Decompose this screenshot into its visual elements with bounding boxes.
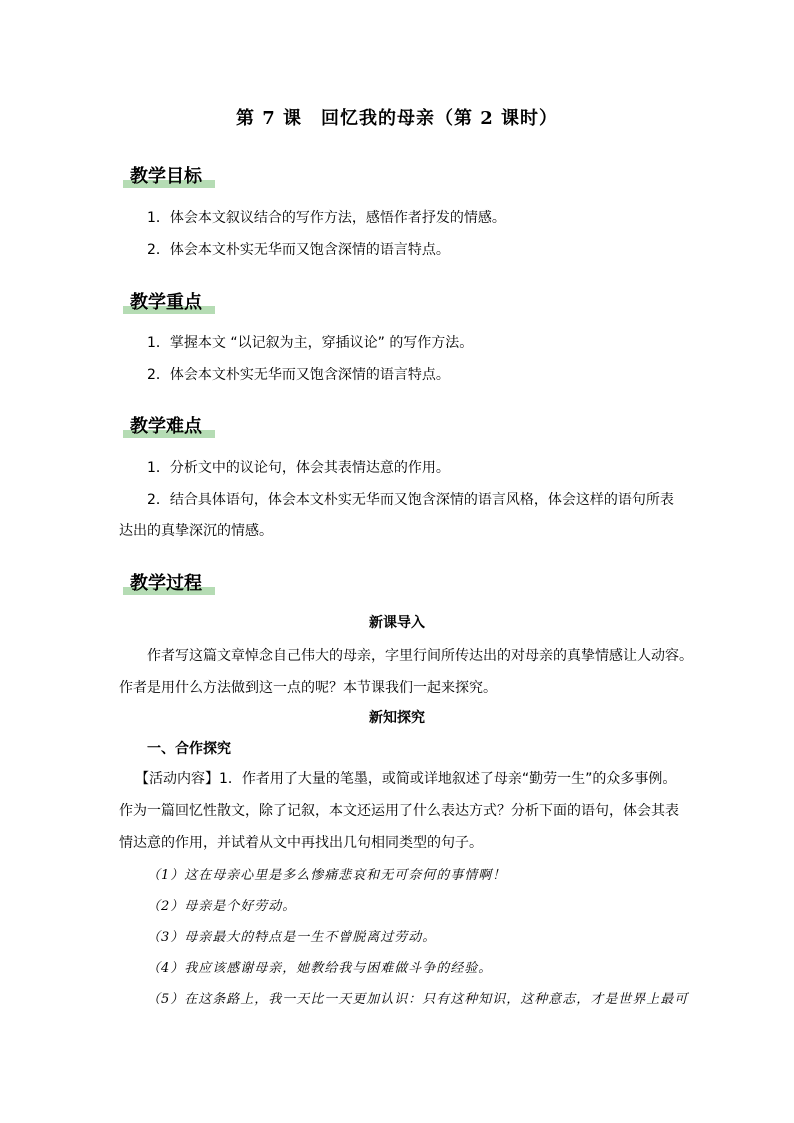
key-point-item: 1．掌握本文 “以记叙为主，穿插议论” 的写作方法。 bbox=[147, 335, 474, 351]
activity-line: 作为一篇回忆性散文，除了记叙，本文还运用了什么表达方式？分析下面的语句，体会其表 bbox=[119, 803, 679, 819]
difficulty-item-continued: 达出的真挚深沉的情感。 bbox=[119, 523, 273, 539]
activity-line: 情达意的作用，并试着从文中再找出几句相同类型的句子。 bbox=[119, 835, 483, 851]
goal-item: 2．体会本文朴实无华而又饱含深情的语言特点。 bbox=[147, 242, 450, 258]
part1-title: 一、合作探究 bbox=[147, 741, 231, 757]
example-sentence: （2）母亲是个好劳动。 bbox=[147, 899, 297, 914]
difficulty-item: 1．分析文中的议论句，体会其表情达意的作用。 bbox=[147, 460, 450, 476]
page-title: 第 7 课 回忆我的母亲（第 2 课时） bbox=[235, 108, 559, 129]
example-sentence: （4）我应该感谢母亲，她教给我与困难做斗争的经验。 bbox=[147, 961, 493, 976]
difficulty-item: 2．结合具体语句，体会本文朴实无华而又饱含深情的语言风格，体会这样的语句所表 bbox=[147, 492, 674, 508]
intro-paragraph-line: 作者是用什么方法做到这一点的呢？本节课我们一起来探究。 bbox=[119, 680, 497, 696]
intro-title: 新课导入 bbox=[369, 615, 425, 631]
intro-paragraph-line: 作者写这篇文章悼念自己伟大的母亲，字里行间所传达出的对母亲的真挚情感让人动容。 bbox=[147, 648, 693, 664]
example-sentence: （1）这在母亲心里是多么惨痛悲哀和无可奈何的事情啊！ bbox=[147, 868, 507, 883]
section-heading-text: 教学重点 bbox=[130, 292, 202, 313]
section-heading-text: 教学目标 bbox=[130, 166, 202, 187]
section-heading-text: 教学过程 bbox=[130, 573, 202, 594]
example-sentence: （5）在这条路上，我一天比一天更加认识：只有这种知识，这种意志，才是世界上最可 bbox=[147, 992, 689, 1007]
key-point-item: 2．体会本文朴实无华而又饱含深情的语言特点。 bbox=[147, 367, 450, 383]
activity-line: 【活动内容】1．作者用了大量的笔墨，或简或详地叙述了母亲“勤劳一生”的众多事例。 bbox=[135, 771, 677, 787]
goal-item: 1．体会本文叙议结合的写作方法，感悟作者抒发的情感。 bbox=[147, 210, 506, 226]
example-sentence: （3）母亲最大的特点是一生不曾脱离过劳动。 bbox=[147, 930, 437, 945]
section-heading-text: 教学难点 bbox=[130, 416, 202, 437]
explore-title: 新知探究 bbox=[369, 710, 425, 726]
